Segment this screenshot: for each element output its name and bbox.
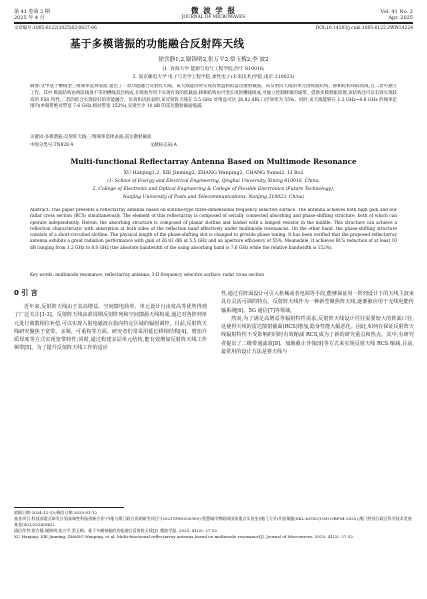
- footnote-citation-cn: 通信作者:徐含静,谢锦明,张万平,常玉梅。基于多模谐振的功能融合反射阵天线[J]. 微波学报, 2025, 41(2): 27-32.: [14, 528, 219, 533]
- affiliation-en-3: Nanjing University of Posts and Telecommunications, Nanjing 210023, China): [122, 195, 305, 200]
- journal-name-en: JOURNAL OF MICROWAVES: [181, 15, 246, 20]
- authors-en: XU Hanjing1,2, XIE Jinming2, ZHANG Wanping2, CHANG Yumei2, LI Bo2: [123, 171, 304, 176]
- date-cn: 2025 年 4 月: [14, 15, 45, 21]
- keywords-cn: 关键词:多模谐振;反射阵天线;三维频率选择表面;雷达散射截面: [30, 135, 152, 140]
- clc-number: 中图分类号:TN828.4: [30, 143, 74, 148]
- affiliation-cn-1: (1. 青海大学 能源与电气工程学院,西宁 810016;: [162, 67, 265, 72]
- document-code: 文献标志码:A: [150, 143, 177, 148]
- header-left: [14, 9, 94, 21]
- header-rule-2: [14, 23, 413, 24]
- body-paragraph: 性,通过在阵面设计可引入机械或者电调等手段,能够保证同一阵列设计下的天线主波束具有灵活可调的特点。反射阵天线作为一种新型聚焦阵天线,逐渐被应用于无线电能传输系统[6]、5G 通信[7]等领域。: [221, 291, 414, 314]
- footnotes: [14, 510, 413, 540]
- footnote-citation-en: XU Hanjing, XIE Jinming, ZHANG Wanping, et al. Multi-functional reflectarray antenna based on multimode resonance[J]. Journal of Microwaves, 2025, 41(2): 27-32.: [14, 534, 355, 539]
- journal-name-cn: 微 波 学 报: [191, 6, 236, 15]
- body-right-column: [221, 290, 414, 504]
- body-paragraph: 近年来,反射阵天线由于其高增益、空间馈电简单、单元设计自由度高等优势得到了广泛关注[1-3]。反射阵天线由准周期反射阵列和空间馈源天线构成,通过对各阵列单元进行离散相位补偿,可以实现入射电磁波在指向特定区域的辐射调控。目前,反射阵天线研究聚焦于宽带、多频、可重构等方面。研究者们常采用延长移相结构[4]、增加介质厚度等方式实现宽带特性;同时,通过构建多层单元结构,能有效增加反射阵天线工作频带[5]。为了提升反射阵天线工作的适应: [14, 304, 207, 352]
- header-center: [140, 6, 287, 20]
- keywords-en: Key words: multimode resonance; reflectarray antenna; 3-D frequency selective surface; radar cross section: [30, 273, 264, 278]
- article-number: 文章编号:1005-6122(2025)02-0027-06: [14, 26, 97, 31]
- title-en: Multi-functional Reflectarray Antenna Based on Multimode Resonance: [70, 157, 357, 166]
- volume-issue-cn: 第 41 卷第 2 期: [14, 9, 50, 15]
- doi: DOI:10.14183/j.cnki.1005-6122.2WW24224: [315, 26, 413, 31]
- volume-issue-en: Vol. 41 No. 2: [380, 9, 413, 15]
- abstract-cn: 摘要:文中基于槽线型三维频率选择表面,提出了一款功能融合反射阵天线。该天线能同时实现高增益和低雷达散射截面。该反射阵天线的单元由吸波结构、移相结构串联而成,且二者可独立工作。其中,吸波结构由两段线条不等的槽线双层构成,在吸收作用下实现有效的低截面;移相结构由可变长度的槽线组成,可独立控制移相的通带。借助多模谐振原理,该结构还可以有效实现较高的 FSS 特性,二者的结合实现较好的功能融合。仿真和试验表明,该反射阵天线在 5.5 GHz 处增益可达 26.82 dBi,口径效率为 55%。同时,该天线能够在 1.2 GHz~8.8 GHz 的频率范围内(单频带绝对带宽 7.6 GHz,相对带宽 152%),实现至少 10 dB 的雷达散射截面缩减。: [30, 84, 397, 110]
- affiliation-cn-2: 2. 南京邮电大学 电子与光学工程学院,柔性电子(未来技术)学院,南京 210023): [132, 75, 295, 80]
- body-left-column: [14, 303, 207, 503]
- affiliation-en-2: 2. College of Electronic and Optical Engineering & College of Flexible Electronics (Future Technology),: [92, 187, 335, 192]
- footnote-received: 收稿日期:2024-12-13;修回日期:2025-01-12: [14, 510, 98, 515]
- title-cn: 基于多模谐振的功能融合反射阵天线: [70, 38, 245, 50]
- section-heading-introduction: 0 引 言: [14, 289, 38, 297]
- abstract-en: Abstract: This paper presents a reflectarray antenna based on slotline-type three-dimensional frequency selective surface. The antenna achieves both high gain and low radar cross section (RCS) simultaneously. The element of this reflectarray is composed of serially connected absorbing and phase-shifting structure, both of which can operate independently. Herein, the absorbing structure is composed of planar slotline and loaded with a lumped resistor in the middle. This structure can achieve a reflection characteristic with absorption at both sides of the reflection band effectively under multimode resonances. On the other hand, the phase-shifting structure consists of a short-circuited slotline. The physical length of the phase-shifting slot is changed to provide phase tuning. It has been verified that the proposed reflectarray antenna exhibits a great radiation performance with gain of 26.82 dBi at 5.5 GHz and an aperture efficiency of 55%. Meanwhile, it achieves RCS reduction of at least 10 dB ranging from 1.2 GHz to 8.8 GHz (the absolute bandwidth of the using absorbing band is 7.6 GHz while the relative bandwidth is 152%).: [30, 208, 397, 251]
- affiliation-en-1: (1. School of Energy and Electrical Engineering, Qinghai University, Xining 810016, China;: [107, 179, 320, 184]
- footnote-rule: [14, 507, 124, 508]
- authors-cn: 徐含静1,2,谢锦明2,张万平2,常玉梅2,李 波2: [158, 57, 269, 63]
- header-right: [333, 9, 413, 21]
- date-en: Apr. 2025: [388, 15, 413, 21]
- body-paragraph: 然而,为了满足高增益等辐射特性需求,反射阵天线设计往往需要较大的阵面口径,这使得天线的雷达散射截面(RCS)增加,隐身性能大幅恶化。因此,如何在保证反射阵天线辐射特性不受影响的同时有效缩减 RCS,成为了新的研究重点和热点。其中,有研究者提出了二级带通滤波[8]、加载截止导体[9]等方式来实现反射天线 RCS 缩减,目前,最常用的设计方法是将天线与: [221, 315, 414, 356]
- footnote-funding: 基金项目:科技部重点研发计划高端性科技创新合作"内地与澳门联合资助研究项目"(2021YFE0205900);智慧城市物联网国家重点实验室(澳门大学)开放课题(SKL-IoTSC(UM)-ORF04-2025);澳门特别行政区科学技术发展基金(001/2024/SKL): [14, 516, 412, 527]
